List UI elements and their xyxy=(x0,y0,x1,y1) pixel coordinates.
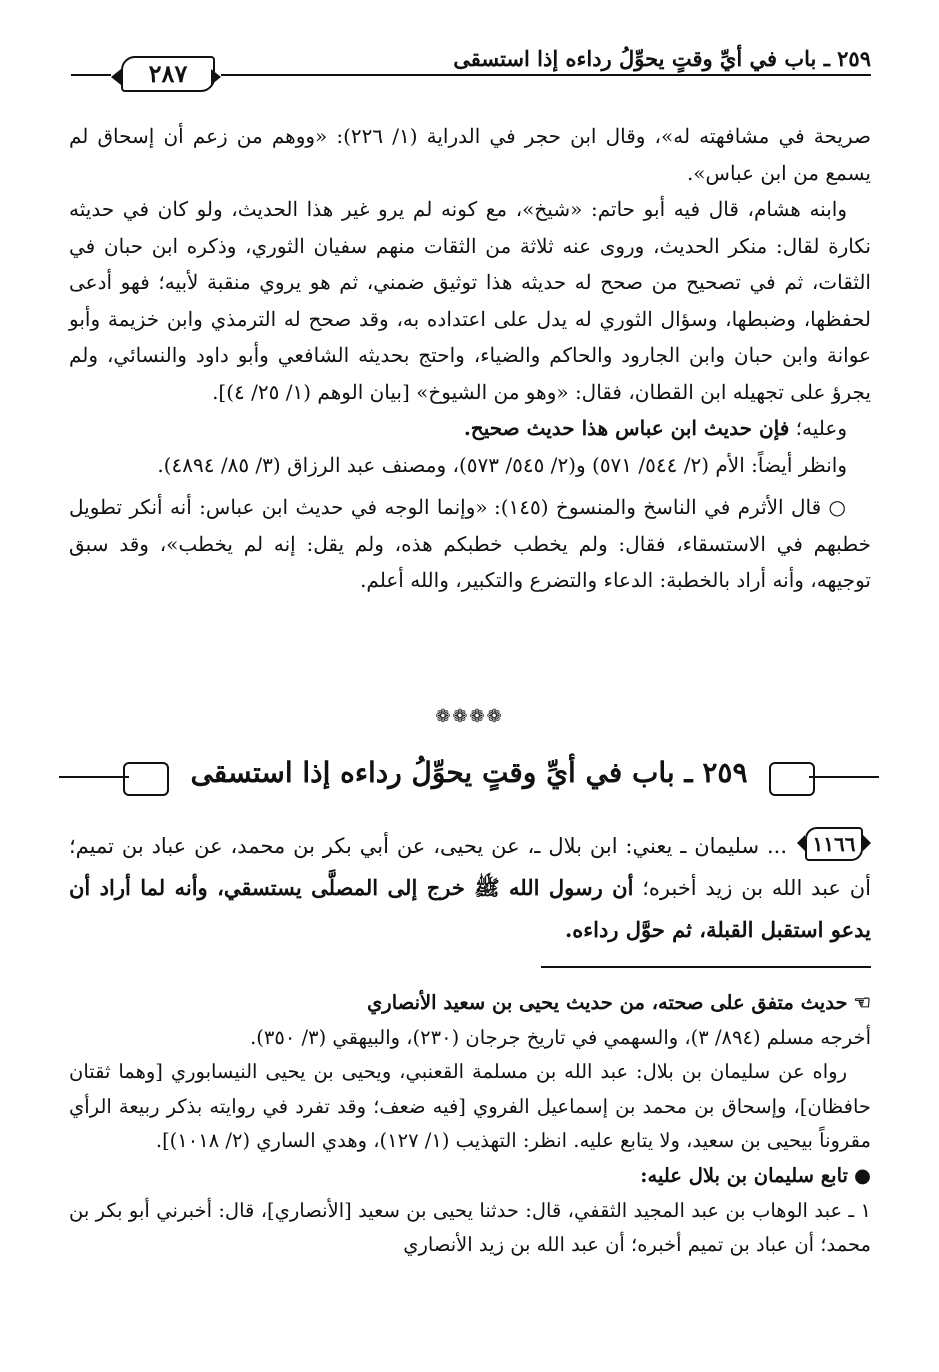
note-verdict xyxy=(69,986,871,1021)
running-title: ٢٥٩ ـ باب في أيِّ وقتٍ يحوِّلُ رداءه إذا استسقى xyxy=(453,46,871,71)
paragraph-5: ○ قال الأثرم في الناسخ والمنسوخ (١٤٥): «وإنما الوجه في حديث ابن عباس: أنه أنكر تطويل خطبهم في الاستسقاء، فقال: ولم يخطب خطبكم هذه، ولم يقل: إنه لم يخطب»، وقد سبق توجيهه، وأنه أراد بالخطبة: الدعاء والتضرع والتكبير، والله أعلم. xyxy=(69,495,871,592)
badge-arrow-right-icon xyxy=(211,69,221,85)
hadith-badge-arrow-right-icon xyxy=(863,835,871,851)
hadith-text xyxy=(69,825,871,951)
paragraph-3-conclusion: فإن حديث ابن عباس هذا حديث صحيح. xyxy=(463,416,790,440)
note-narrators: رواه عن سليمان بن بلال: عبد الله بن مسلمة القعنبي، ويحيى بن يحيى النيسابوري [وهما ثقتان حافظان]، وإسحاق بن محمد بن إسماعيل الفروي [فيه ضعف؛ وقد تفرد في روايته بذكر ربيعة الرأي مقروناً بيحيى بن سعيد، ولا يتابع عليه. انظر: التهذيب (١/ ١٢٧)، وهدي الساري (٢/ ١٠١٨)]. xyxy=(69,1060,871,1153)
running-header xyxy=(71,44,871,88)
note-verdict-text: حديث متفق على صحته، من حديث يحيى بن سعيد الأنصاري xyxy=(367,991,848,1014)
bullet-icon: ● xyxy=(853,1163,871,1187)
note-follow-up-1: ١ ـ عبد الوهاب بن عبد المجيد الثقفي، قال: حدثنا يحيى بن سعيد [الأنصاري]، قال: أخبرني أبو بكر بن محمد؛ أن عباد بن تميم أخبره؛ أن عبد الله بن زيد الأنصاري xyxy=(69,1198,871,1257)
note-follow-up-heading xyxy=(69,1159,871,1194)
page-number-badge xyxy=(111,56,221,90)
hadith-isnad: ... سليمان ـ يعني: ابن بلال ـ، عن يحيى، عن أبي بكر بن محمد، عن عباد بن تميم؛ أن عبد الله بن زيد أخبره؛ xyxy=(69,834,871,900)
paragraph-4: وانظر أيضاً: الأم (٢/ ٥٤٤/ ٥٧١) و(٢/ ٥٤٥/ ٥٧٣)، ومصنف عبد الرزاق (٣/ ٨٥/ ٤٨٩٤). xyxy=(157,452,847,477)
paragraph-3-prefix: وعليه؛ xyxy=(789,416,847,440)
hadith-block xyxy=(69,825,871,951)
hadith-badge-arrow-left-icon xyxy=(797,835,805,851)
chapter-heading xyxy=(59,754,879,798)
section-divider-ornament: ❁❁❁❁ xyxy=(435,706,504,727)
takhrij-notes xyxy=(69,986,871,1263)
chapter-ornament-bar-right xyxy=(809,776,879,778)
paragraph-3 xyxy=(69,410,871,447)
paragraph-1: صريحة في مشافهته له»، وقال ابن حجر في الدراية (١/ ٢٢٦): «ووهم من زعم أن إسحاق لم يسمع من ابن عباس». xyxy=(69,124,871,185)
badge-arrow-left-icon xyxy=(111,69,121,85)
top-section xyxy=(69,118,871,599)
chapter-title: ٢٥٩ ـ باب في أيِّ وقتٍ يحوِّلُ رداءه إذا استسقى xyxy=(190,756,748,789)
page-number: ٢٨٧ xyxy=(121,56,215,92)
footnote-separator xyxy=(541,966,871,968)
chapter-ornament-right-icon xyxy=(769,762,815,796)
paragraph-2: وابنه هشام، قال فيه أبو حاتم: «شيخ»، مع كونه لم يرو غير هذا الحديث، ولو كان في حديثه نكارة لقال: منكر الحديث، وروى عنه ثلاثة من الثقات منهم سفيان الثوري، وذكره ابن حبان في الثقات، ثم في تصحيح من صحح له حديثه هذا توثيق ضمني، ثم هو يروي منقبة لأبيه؛ فهو أدعى لحفظها، وضبطها، وسؤال الثوري له يدل على اعتداده به، وقد صحح له الترمذي وابن خزيمة وأبو عوانة وابن حبان وابن الجارود والحاكم والضياء، واحتج بحديثه الشافعي وأبو داود والنسائي، ولم يجرؤ على تجهيله ابن القطان، فقال: «وهو من الشيوخ» [بيان الوهم (١/ ٢٥/ ٤)]. xyxy=(69,197,871,404)
hadith-number: ١١٦٦ xyxy=(805,827,863,861)
hadith-number-badge xyxy=(797,827,871,859)
note-sources: أخرجه مسلم (٨٩٤/ ٣)، والسهمي في تاريخ جرجان (٢٣٠)، والبيهقي (٣/ ٣٥٠). xyxy=(250,1025,871,1049)
hadith-matn: أن رسول الله ﷺ خرج إلى المصلَّى يستسقي، وأنه لما أراد أن يدعو استقبل القبلة، ثم حوَّل رداءه. xyxy=(69,875,871,942)
note-follow-up-title: تابع سليمان بن بلال عليه: xyxy=(640,1163,848,1187)
pointing-hand-icon: ☜ xyxy=(853,991,871,1014)
